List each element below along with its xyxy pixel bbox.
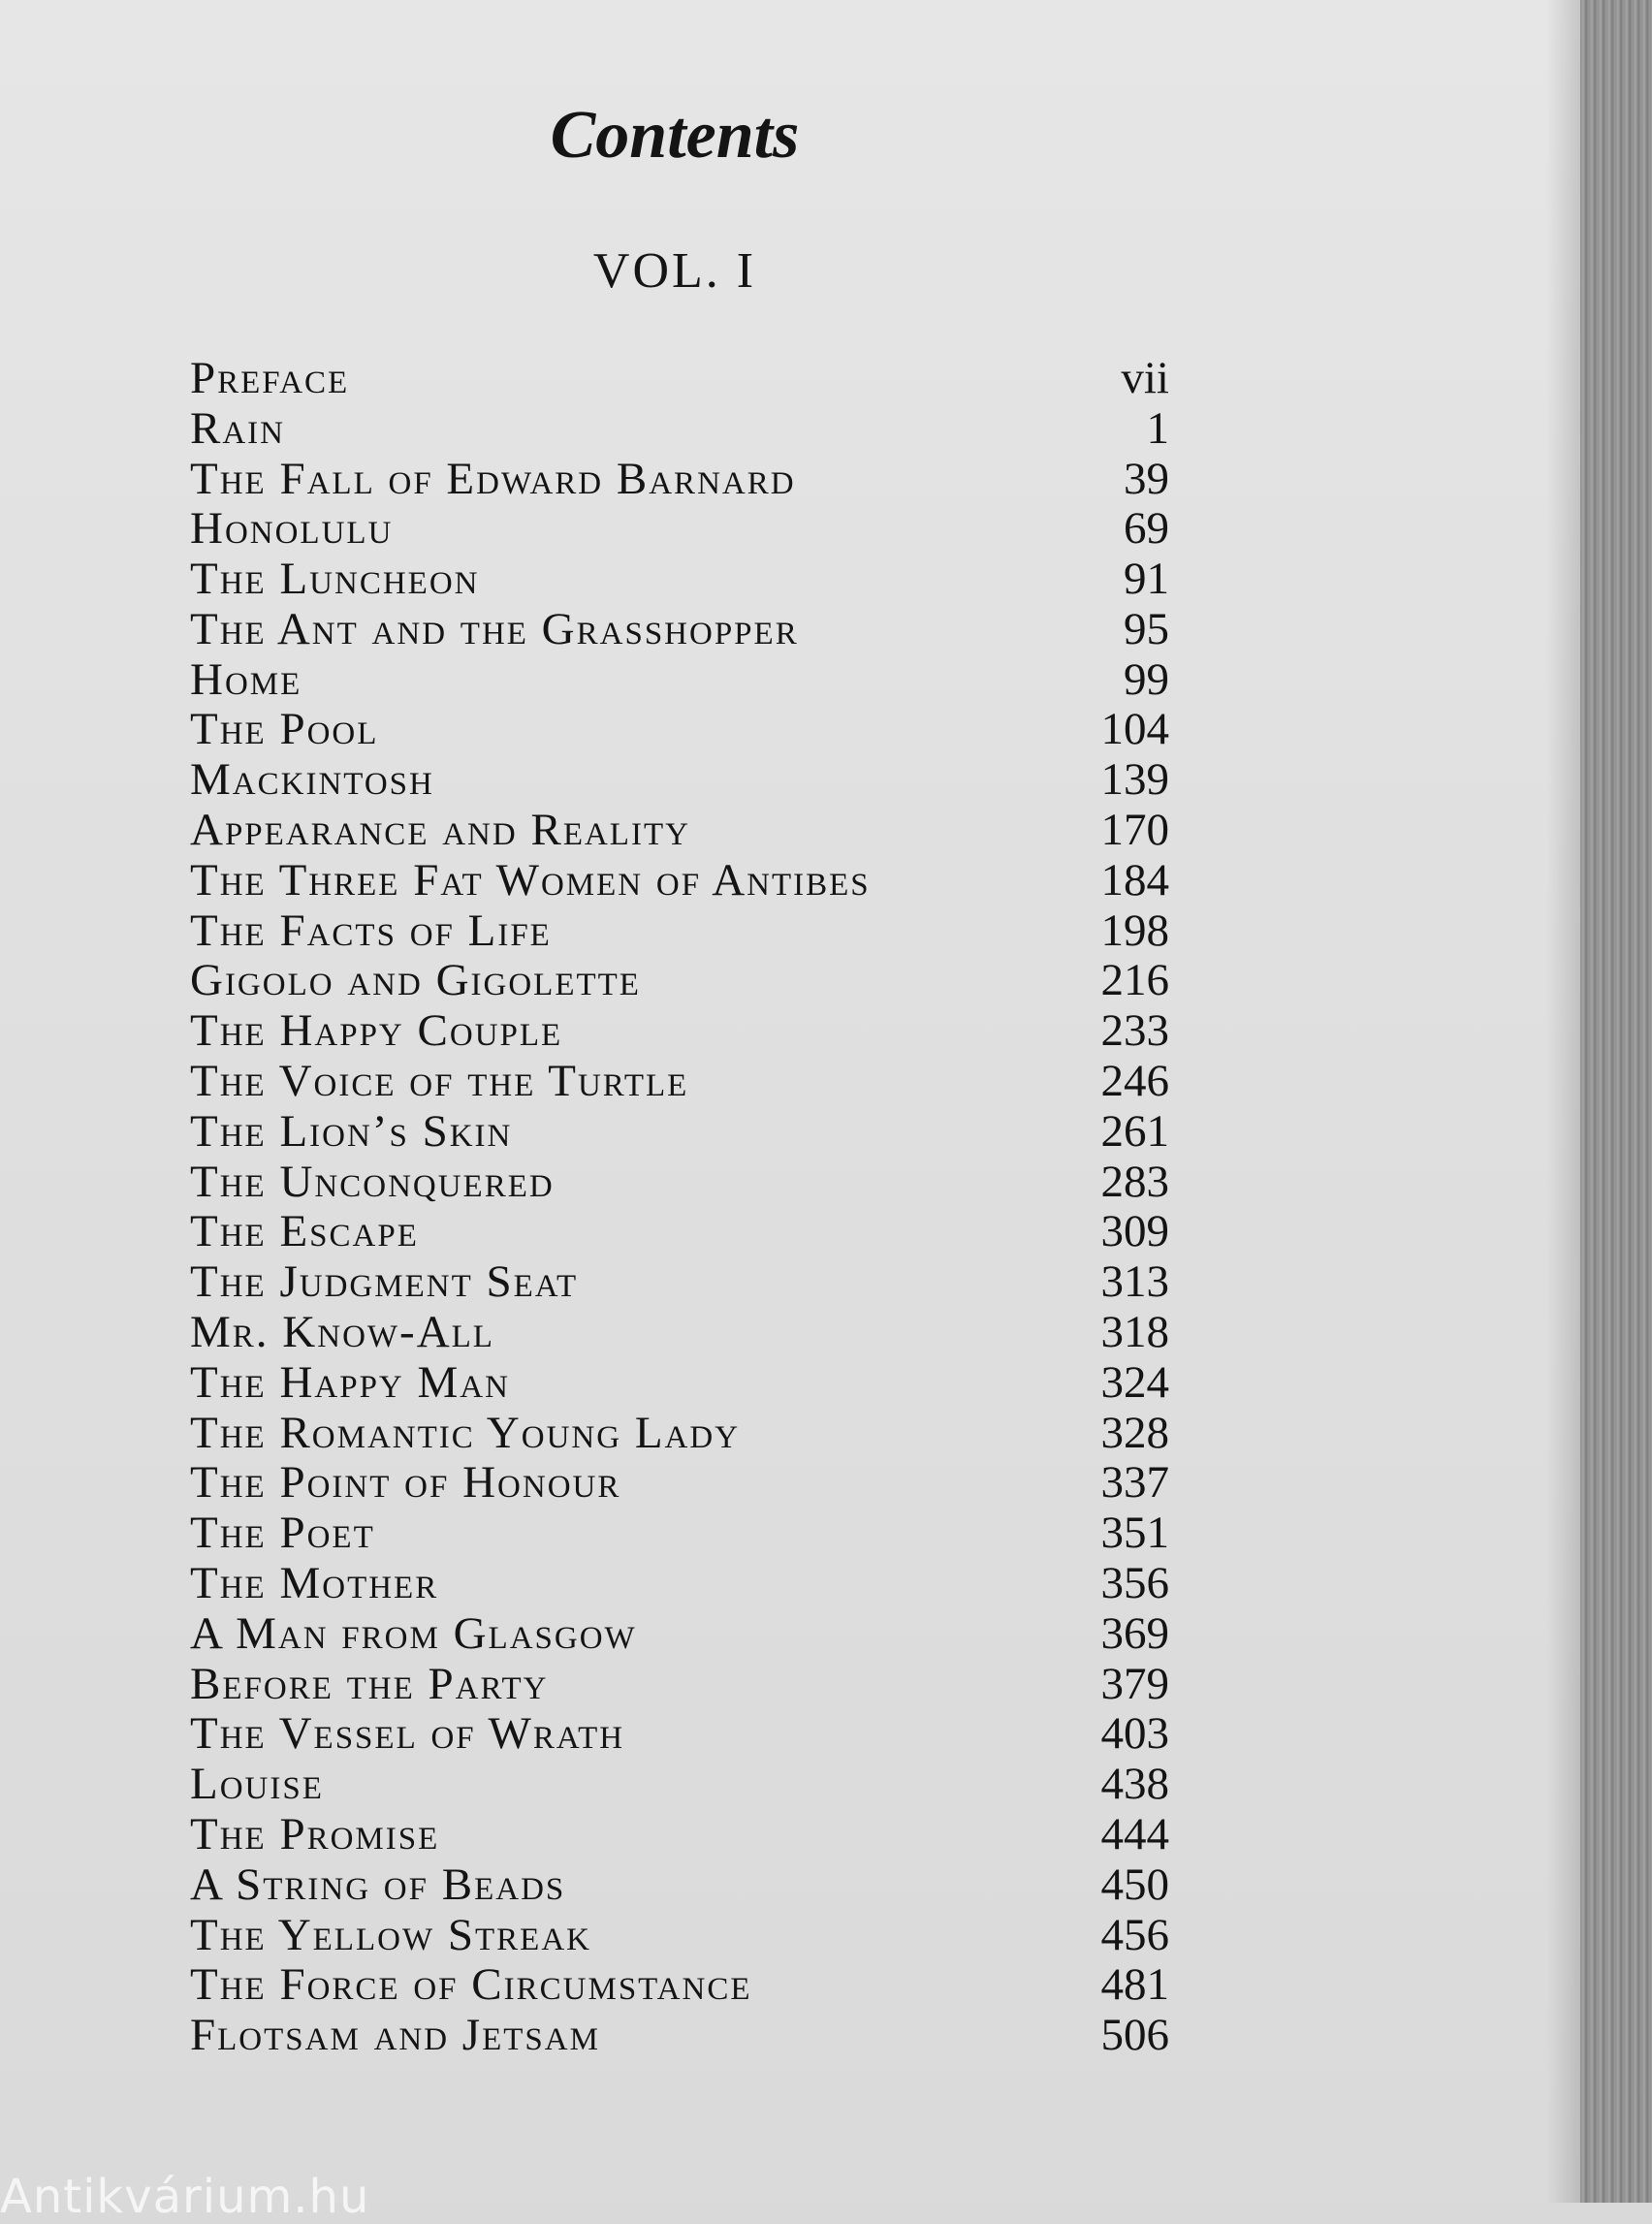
toc-entry-page-number: 1 [1146,402,1169,454]
toc-entry-page-number: 104 [1100,704,1169,755]
toc-entry-title: The Voice of the Turtle [190,1056,689,1107]
watermark: Antikvárium.hu [0,2170,370,2224]
toc-entry-title: The Ant and the Grasshopper [190,603,799,654]
toc-entry-page-number: 91 [1124,554,1169,605]
page-edge-stack [1580,0,1652,2203]
toc-entry-page-number: 379 [1100,1658,1169,1709]
toc-entry-title: The Promise [190,1809,440,1860]
toc-entry-title: The Point of Honour [190,1457,621,1509]
toc-entry [190,1960,1169,2011]
toc-entry [190,604,1169,654]
toc-entry-page-number: 184 [1100,854,1169,905]
toc-entry-title: Before the Party [190,1658,549,1709]
toc-entry [190,905,1169,956]
toc-entry-page-number: 403 [1100,1708,1169,1760]
toc-entry [190,654,1169,705]
toc-entry-page-number: 309 [1100,1206,1169,1257]
toc-entry-title: The Escape [190,1206,419,1257]
toc-entry-page-number: 198 [1100,905,1169,956]
toc-entry [190,503,1169,554]
toc-entry [190,1659,1169,1709]
toc-entry [190,2010,1169,2060]
toc-entry-title: The Fall of Edward Barnard [190,453,796,504]
toc-entry-title: The Romantic Young Lady [190,1407,741,1458]
toc-entry-page-number: 246 [1100,1056,1169,1107]
toc-entry-page-number: 313 [1100,1256,1169,1308]
toc-entry-title: The Luncheon [190,554,480,605]
toc-entry [190,1759,1169,1809]
table-of-contents [190,353,1169,2060]
toc-entry-title: The Happy Man [190,1356,510,1408]
toc-entry-title: The Yellow Streak [190,1909,591,1960]
gutter-shadow [1546,0,1580,2203]
toc-entry-page-number: 216 [1100,955,1169,1006]
toc-entry-title: Flotsam and Jetsam [190,2010,600,2061]
toc-entry [190,1056,1169,1106]
toc-entry-page-number: 481 [1100,1959,1169,2011]
toc-entry-title: The Poet [190,1508,375,1559]
toc-entry-page-number: 139 [1100,754,1169,806]
toc-entry-title: Preface [190,352,350,403]
toc-entry-page-number: 170 [1100,805,1169,856]
toc-entry-title: The Force of Circumstance [190,1959,752,2011]
toc-entry-page-number: 369 [1100,1607,1169,1659]
toc-entry-page-number: 450 [1100,1859,1169,1910]
toc-entry [190,1005,1169,1056]
toc-entry-title: The Unconquered [190,1156,555,1207]
toc-entry [190,1910,1169,1960]
toc-entry-title: A String of Beads [190,1859,566,1910]
toc-entry [190,754,1169,805]
toc-entry-title: Rain [190,402,286,454]
toc-entry-page-number: vii [1121,352,1169,403]
toc-entry-title: The Lion’s Skin [190,1105,513,1157]
toc-entry [190,1558,1169,1608]
toc-entry-title: The Judgment Seat [190,1256,579,1308]
toc-entry-title: Appearance and Reality [190,805,690,856]
toc-entry [190,454,1169,504]
toc-entry-title: Honolulu [190,503,394,555]
volume-title: VOL. I [592,243,757,299]
toc-entry-title: The Happy Couple [190,1005,563,1057]
toc-entry [190,1408,1169,1458]
toc-entry-page-number: 444 [1100,1809,1169,1860]
toc-entry-title: Home [190,653,302,705]
toc-entry-page-number: 69 [1124,503,1169,555]
toc-entry [190,1458,1169,1509]
toc-entry [190,1608,1169,1659]
toc-entry-title: Mackintosh [190,754,434,806]
toc-entry-title: Gigolo and Gigolette [190,955,641,1006]
page-title: Contents [550,98,800,173]
toc-entry-title: The Three Fat Women of Antibes [190,854,871,905]
toc-entry [190,1809,1169,1859]
toc-entry [190,353,1169,403]
toc-entry-page-number: 318 [1100,1307,1169,1358]
toc-entry [190,1859,1169,1910]
toc-entry-page-number: 356 [1100,1558,1169,1609]
toc-entry [190,1709,1169,1760]
toc-entry-title: The Mother [190,1558,439,1609]
toc-entry-page-number: 99 [1124,653,1169,705]
toc-entry-page-number: 95 [1124,603,1169,654]
toc-entry [190,855,1169,905]
toc-entry-title: Mr. Know-All [190,1307,494,1358]
toc-entry [190,1307,1169,1357]
toc-entry [190,1256,1169,1307]
toc-entry [190,1508,1169,1558]
toc-entry-page-number: 351 [1100,1508,1169,1559]
toc-entry-page-number: 283 [1100,1156,1169,1207]
toc-entry-page-number: 456 [1100,1909,1169,1960]
toc-entry-page-number: 438 [1100,1759,1169,1810]
toc-entry [190,1357,1169,1408]
toc-entry-page-number: 506 [1100,2010,1169,2061]
toc-entry [190,554,1169,604]
toc-entry [190,956,1169,1006]
toc-entry [190,1207,1169,1257]
toc-entry-page-number: 233 [1100,1005,1169,1057]
toc-entry-page-number: 324 [1100,1356,1169,1408]
toc-entry [190,705,1169,755]
toc-entry [190,1106,1169,1157]
toc-entry-page-number: 328 [1100,1407,1169,1458]
toc-entry [190,805,1169,855]
toc-entry-page-number: 39 [1124,453,1169,504]
toc-entry-page-number: 261 [1100,1105,1169,1157]
toc-entry-page-number: 337 [1100,1457,1169,1509]
toc-entry-title: The Pool [190,704,379,755]
toc-entry [190,403,1169,454]
toc-entry-title: The Facts of Life [190,905,552,956]
toc-entry-title: Louise [190,1759,324,1810]
toc-entry [190,1157,1169,1207]
toc-entry-title: A Man from Glasgow [190,1607,637,1659]
toc-entry-title: The Vessel of Wrath [190,1708,625,1760]
